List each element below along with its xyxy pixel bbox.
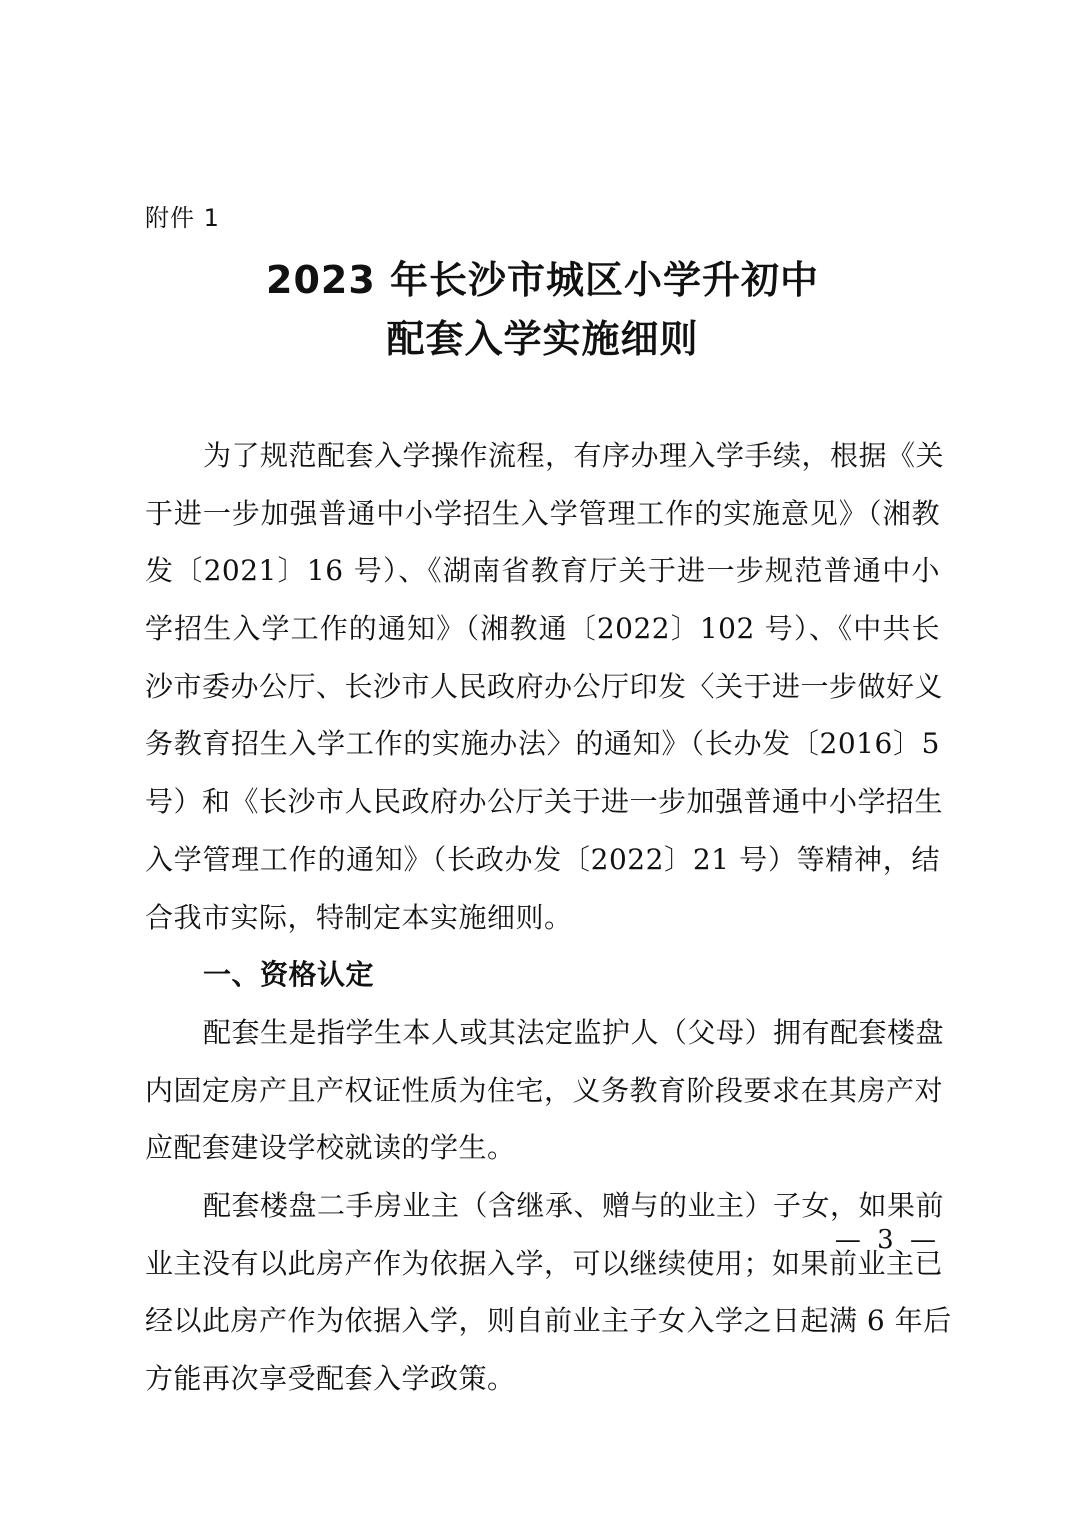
paragraph-line: 配套生是指学生本人或其法定监护人（父母）拥有配套楼盘 [203,1015,945,1049]
paragraph-line: 应配套建设学校就读的学生。 [145,1131,516,1165]
section-heading: 一、资格认定 [203,958,375,992]
paragraph-line: 学招生入学工作的通知》（湘教通〔2022〕102 号）、《中共长 [145,612,940,646]
paragraph-line: 务教育招生入学工作的实施办法〉的通知》（长办发〔2016〕5 [145,727,940,761]
paragraph-line: 于进一步加强普通中小学招生入学管理工作的实施意见》（湘教 [145,496,940,530]
attachment-label: 附件 1 [145,204,220,232]
paragraph-line: 内固定房产且产权证性质为住宅，义务教育阶段要求在其房产对 [145,1073,944,1107]
paragraph-line: 合我市实际，特制定本实施细则。 [145,900,573,934]
paragraph-line: 为了规范配套入学操作流程，有序办理入学手续，根据《关 [203,439,945,472]
document-body [145,427,952,1408]
document-title-line-1: 2023 年长沙市城区小学升初中 [266,258,819,302]
paragraph-line: 入学管理工作的通知》（长政办发〔2022〕21 号）等精神，结 [145,842,940,876]
paragraph-line: 发〔2021〕16 号）、《湖南省教育厅关于进一步规范普通中小 [145,554,940,588]
document-title-line-2: 配套入学实施细则 [386,317,699,361]
paragraph-line: 经以此房产作为依据入学，则自前业主子女入学之日起满 6 年后 [145,1304,952,1338]
paragraph-line: 配套楼盘二手房业主（含继承、赠与的业主）子女，如果前 [203,1188,945,1222]
paragraph-line: 沙市委办公厅、长沙市人民政府办公厅印发〈关于进一步做好义 [145,669,944,703]
page-number: — 3 — [834,1225,940,1255]
paragraph-line: 号）和《长沙市人民政府办公厅关于进一步加强普通中小学招生 [145,785,944,819]
paragraph-line: 业主没有以此房产作为依据入学，可以继续使用；如果前业主已 [145,1246,944,1280]
paragraph-line: 方能再次享受配套入学政策。 [145,1362,516,1395]
